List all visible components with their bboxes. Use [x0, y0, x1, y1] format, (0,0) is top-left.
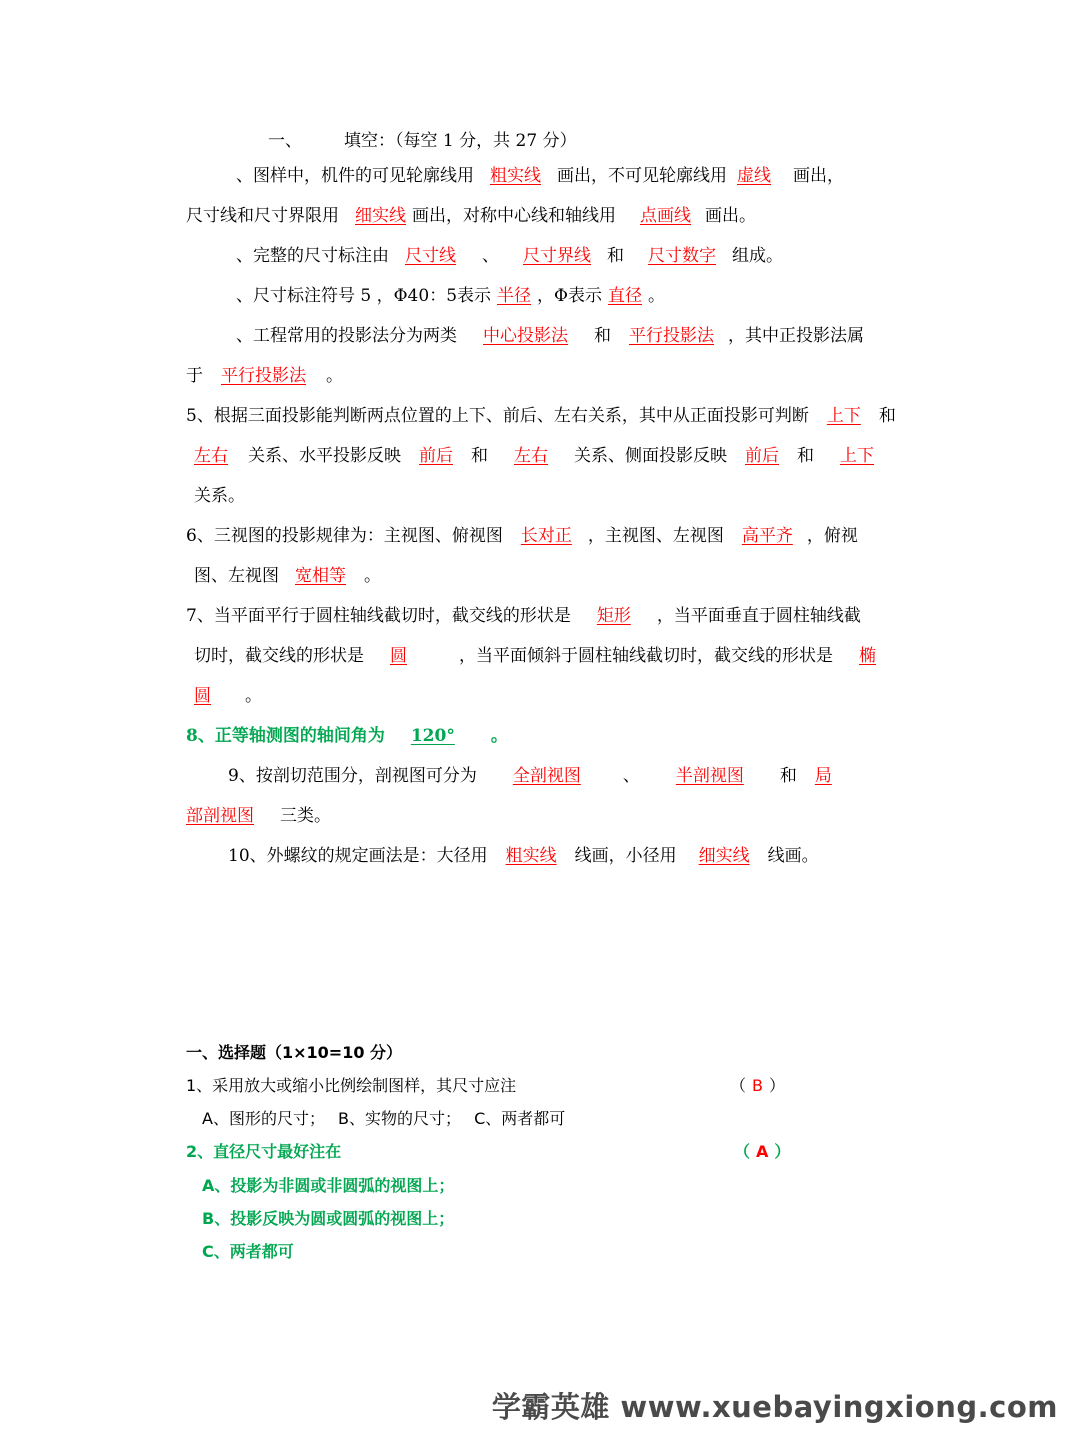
text: 尺寸线和尺寸界限用 [186, 206, 339, 226]
q7-line2 [194, 645, 876, 667]
answer: 部剖视图 [186, 806, 254, 826]
text: ，当平面垂直于圆柱轴线截 [656, 606, 861, 626]
text: 关系。 [194, 486, 245, 506]
text: 线画。 [767, 846, 819, 866]
text: 10、外螺纹的规定画法是：大径用 [228, 846, 488, 866]
answer: 尺寸数字 [648, 246, 716, 266]
q4-line2 [186, 365, 343, 387]
q7-line1 [186, 605, 861, 627]
answer: 长对正 [520, 526, 572, 546]
text: 线画，小径用 [574, 846, 677, 866]
choice-q1-options: A、图形的尺寸； B、实物的尺寸； C、两者都可 [202, 1109, 566, 1128]
question-text: 2、直径尺寸最好注在 [186, 1142, 342, 1161]
text: 、尺寸标注符号 5 ，Φ40：5表示 [236, 286, 492, 306]
choice-section-heading: 一、选择题（1×10=10 分） [186, 1043, 403, 1062]
text: 。 [364, 566, 381, 586]
text: ，Φ表示 [537, 286, 602, 306]
answer: 局 [814, 766, 832, 786]
q5-line2 [194, 445, 874, 467]
answer: 平行投影法 [629, 326, 714, 346]
choice-q1-answer: （ B ） [730, 1076, 786, 1095]
text: 。 [245, 686, 262, 706]
q9-line2 [186, 805, 331, 827]
q9-line1 [228, 765, 832, 787]
text: 、 [622, 766, 640, 786]
answer: 虚线 [737, 166, 771, 186]
site-watermark: 学霸英雄 www.xuebayingxiong.com [491, 1390, 1058, 1424]
answer: 全剖视图 [512, 766, 581, 786]
text: 和 [471, 446, 488, 466]
text: 画出，不可见轮廓线用 [557, 166, 727, 186]
answer: 120° [410, 726, 455, 746]
answer: 半径 [497, 286, 532, 306]
heading-number: 一、 [268, 131, 302, 151]
choice-q2-answer: （ A ） [734, 1142, 791, 1161]
text: 和 [878, 406, 896, 426]
answer: 圆 [194, 686, 211, 706]
q2-line [236, 245, 783, 267]
answer: 圆 [390, 646, 407, 666]
text: 5、根据三面投影能判断两点位置的上下、前后、左右关系，其中从正面投影可判断 [186, 406, 809, 426]
q3-line [236, 285, 665, 307]
question-text: 1、采用放大或缩小比例绘制图样，其尺寸应注 [186, 1076, 517, 1095]
text: 和 [779, 766, 797, 786]
text: 9、按剖切范围分，剖视图可分为 [228, 766, 477, 786]
text: 。 [490, 726, 508, 746]
text: 8、正等轴测图的轴间角为 [186, 726, 385, 746]
answer: 矩形 [596, 606, 631, 626]
q4-line1 [236, 325, 864, 347]
text: 关系、侧面投影反映 [574, 446, 727, 466]
answer-letter: B [752, 1076, 763, 1095]
text: 关系、水平投影反映 [248, 446, 401, 466]
q7-line3 [194, 685, 262, 707]
q5-line1 [186, 405, 896, 427]
answer: 细实线 [698, 846, 750, 866]
choice-q2-option-a: A、投影为非圆或非圆弧的视图上； [202, 1176, 455, 1195]
text: ，其中正投影法属 [728, 326, 864, 346]
answer: 尺寸界线 [523, 246, 591, 266]
answer: 细实线 [355, 206, 406, 226]
q1-line1 [236, 165, 844, 187]
text: 画出。 [705, 206, 756, 226]
text: 画出，对称中心线和轴线用 [412, 206, 616, 226]
q8-line [186, 725, 508, 747]
text: 画出， [793, 166, 844, 186]
answer: 左右 [194, 446, 228, 466]
q6-line1 [186, 525, 858, 547]
answer: 上下 [840, 446, 874, 466]
text: 组成。 [732, 246, 783, 266]
answer: 平行投影法 [221, 366, 306, 386]
choice-q1 [186, 1075, 516, 1097]
choice-q2-option-c: C、两者都可 [202, 1242, 294, 1261]
text: 6、三视图的投影规律为：主视图、俯视图 [186, 526, 503, 546]
answer: 左右 [514, 446, 548, 466]
text: ，俯视 [806, 526, 858, 546]
choice-q2 [186, 1141, 341, 1163]
answer: 尺寸线 [405, 246, 456, 266]
text: 、完整的尺寸标注由 [236, 246, 389, 266]
text: 、 [482, 246, 499, 266]
q6-line2 [194, 565, 381, 587]
text: 和 [607, 246, 624, 266]
text: 7、当平面平行于圆柱轴线截切时，截交线的形状是 [186, 606, 571, 626]
text: 、工程常用的投影法分为两类 [236, 326, 457, 346]
answer: 椭 [859, 646, 876, 666]
heading-text: 填空：（每空 1 分，共 27 分） [344, 131, 577, 151]
text: 三类。 [280, 806, 331, 826]
q1-line2 [186, 205, 756, 227]
fill-section-heading [268, 130, 577, 152]
answer-letter: A [756, 1142, 769, 1161]
q10-line [228, 845, 819, 867]
q5-line3 [194, 485, 245, 507]
text: 于 [186, 366, 203, 386]
text: 图、左视图 [194, 566, 279, 586]
answer: 粗实线 [505, 846, 557, 866]
text: 和 [594, 326, 611, 346]
text: 。 [647, 286, 665, 306]
answer: 中心投影法 [483, 326, 568, 346]
answer: 粗实线 [490, 166, 541, 186]
answer: 点画线 [640, 206, 691, 226]
answer: 半剖视图 [675, 766, 744, 786]
text: 和 [797, 446, 814, 466]
choice-q2-option-b: B、投影反映为圆或圆弧的视图上； [202, 1209, 455, 1228]
text: ，主视图、左视图 [587, 526, 724, 546]
answer: 上下 [826, 406, 861, 426]
answer: 直径 [607, 286, 642, 306]
answer: 前后 [419, 446, 453, 466]
text: 。 [326, 366, 343, 386]
answer: 前后 [745, 446, 779, 466]
answer: 宽相等 [295, 566, 346, 586]
text: ，当平面倾斜于圆柱轴线截切时，截交线的形状是 [459, 646, 833, 666]
text: 切时，截交线的形状是 [194, 646, 364, 666]
text: 、图样中，机件的可见轮廓线用 [236, 166, 474, 186]
answer: 高平齐 [741, 526, 793, 546]
